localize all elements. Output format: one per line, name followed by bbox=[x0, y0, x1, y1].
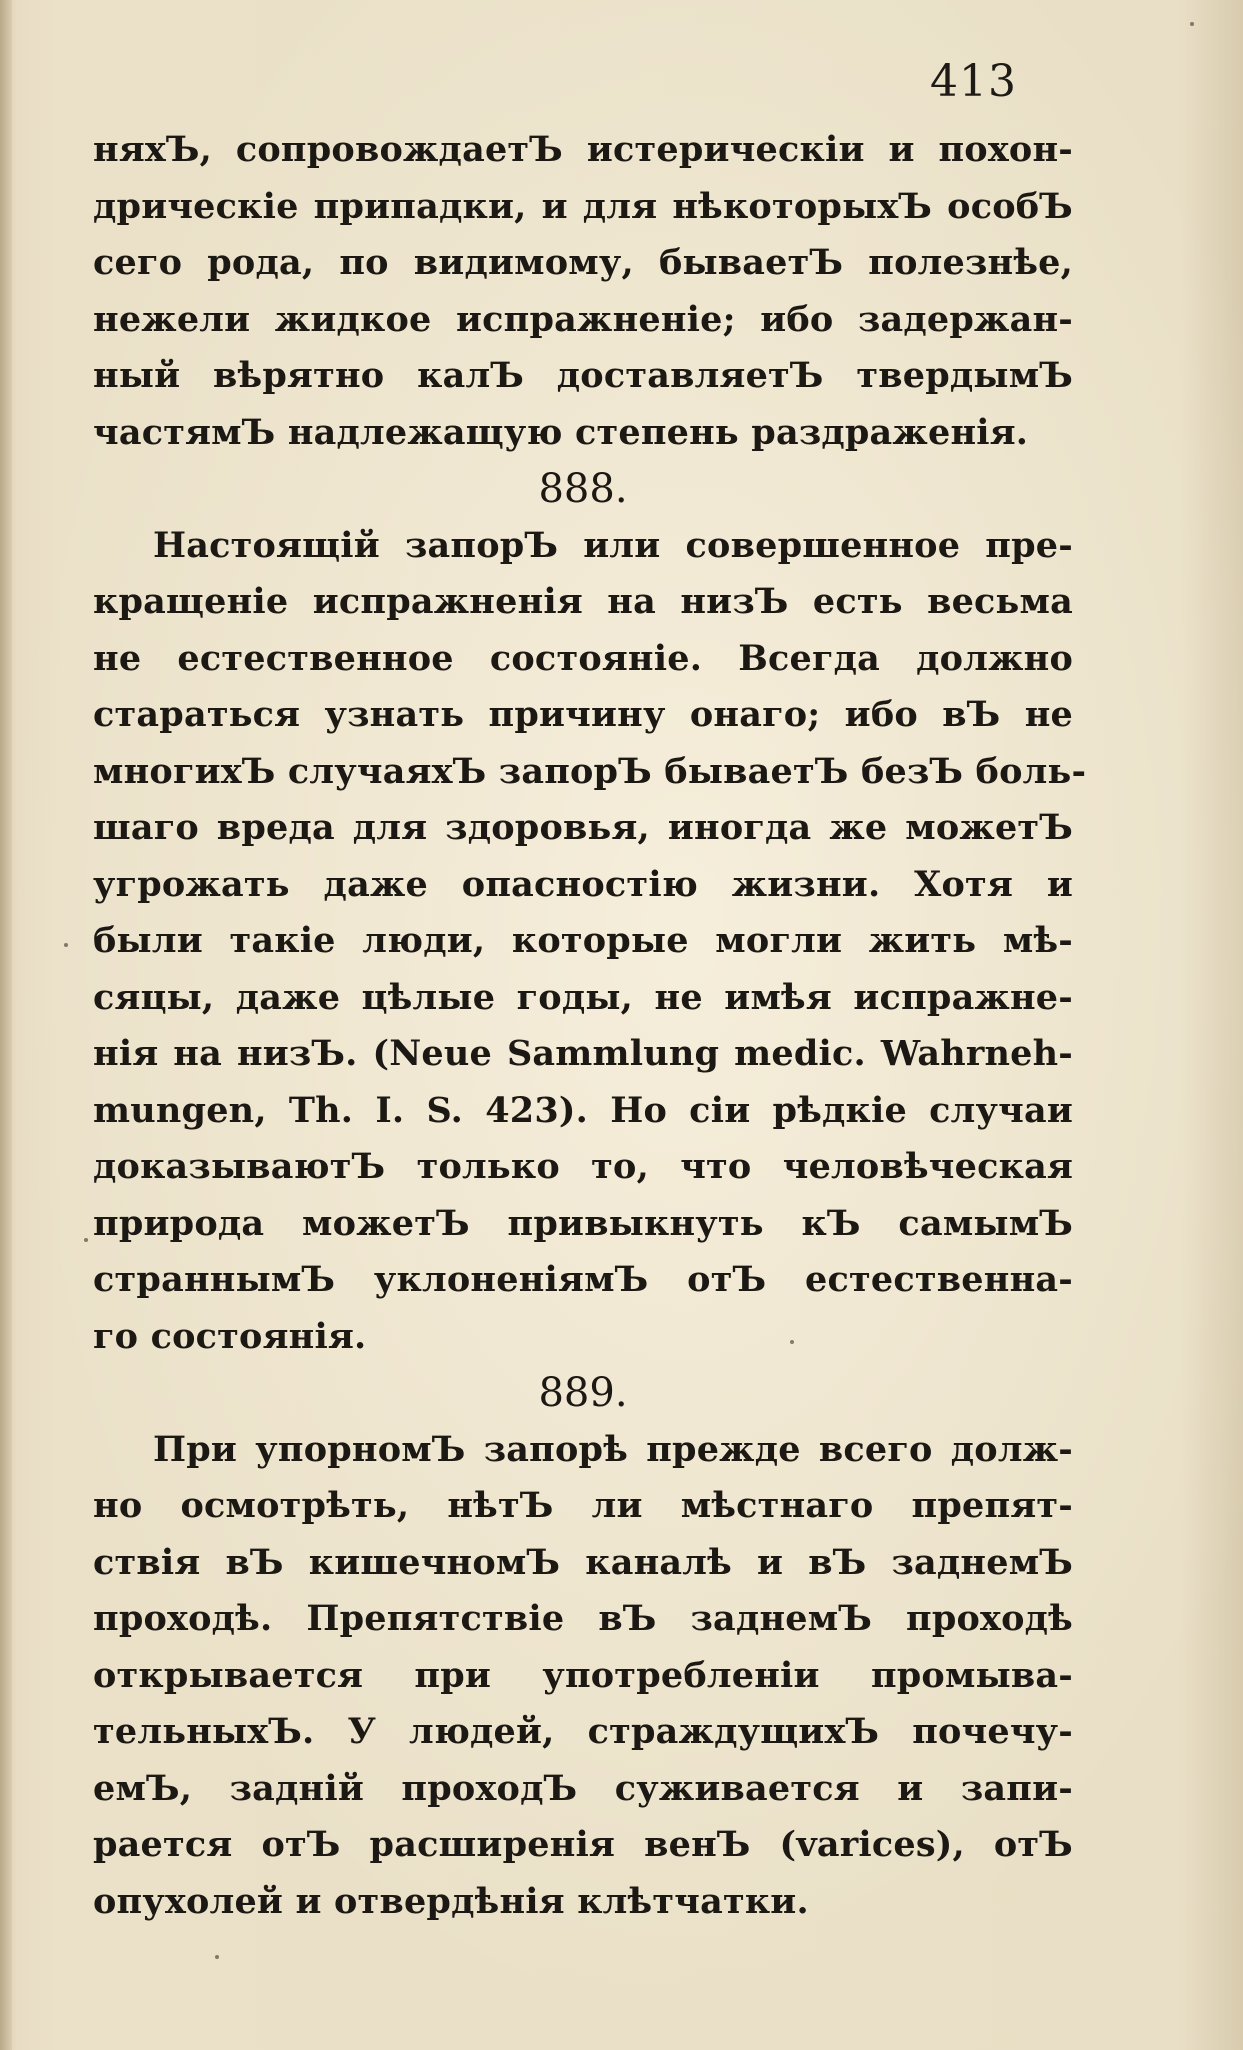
page-text bbox=[93, 122, 1087, 1930]
text-line: сяцы, даже цѣлые годы, не имѣя испражне- bbox=[93, 976, 1073, 1018]
text-line: При упорномЪ запорѣ прежде всего долж- bbox=[153, 1428, 1073, 1470]
paragraph-889 bbox=[93, 1422, 1073, 1931]
text-line: нежели жидкое испражненіе; ибо задержан- bbox=[93, 298, 1073, 340]
text-line: сего рода, по видимому, бываетЪ полезнѣе, bbox=[93, 242, 1073, 283]
paper-speck bbox=[84, 1238, 88, 1242]
text-line: многихЪ случаяхЪ запорЪ бываетЪ безЪ боль- bbox=[93, 750, 1087, 792]
text-line: частямЪ надлежащую степень раздраженія. bbox=[93, 411, 1029, 453]
paragraph-888 bbox=[93, 518, 1087, 1366]
text-line: нія на низЪ. (Neue Sammlung medic. Wahrneh- bbox=[93, 1033, 1073, 1074]
text-line: доказываютЪ только то, что человѣческая bbox=[93, 1146, 1073, 1187]
section-number-888: 888. bbox=[538, 466, 628, 512]
text-line: открывается при употребленіи промыва- bbox=[93, 1654, 1073, 1696]
text-line: mungen, Th. I. S. 423). Но сіи рѣдкіе случаи bbox=[93, 1089, 1073, 1131]
text-line: Настоящій запорЪ или совершенное пре- bbox=[153, 524, 1073, 566]
paper-speck bbox=[215, 1955, 219, 1959]
paper-speck bbox=[790, 1340, 794, 1344]
text-line: были такіе люди, которые могли жить мѣ- bbox=[93, 920, 1073, 961]
page-spine-shadow bbox=[0, 0, 12, 2050]
text-line: рается отЪ расширенія венЪ (varices), отЪ bbox=[93, 1824, 1073, 1865]
paper-speck bbox=[1190, 22, 1194, 26]
text-line: няхЪ, сопровождаетЪ истерическіи и похон- bbox=[93, 129, 1073, 170]
paragraph-continuation bbox=[93, 122, 1073, 461]
text-line: стараться узнать причину онаго; ибо вЪ не bbox=[93, 694, 1073, 735]
text-line: го состоянія. bbox=[93, 1315, 367, 1357]
text-line: кращеніе испражненія на низЪ есть весьма bbox=[93, 581, 1073, 622]
text-line: но осмотрѣть, нѣтЪ ли мѣстнаго препят- bbox=[93, 1485, 1073, 1526]
text-line: тельныхЪ. У людей, страждущихЪ почечу- bbox=[93, 1711, 1073, 1752]
text-line: ствія вЪ кишечномЪ каналѣ и вЪ заднемЪ bbox=[93, 1541, 1073, 1583]
text-line: опухолей и отвердѣнія клѣтчатки. bbox=[93, 1880, 809, 1922]
text-line: природа можетЪ привыкнуть кЪ самымЪ bbox=[93, 1202, 1073, 1244]
page-number: 413 bbox=[930, 56, 1017, 107]
text-line: страннымЪ уклоненіямЪ отЪ естественна- bbox=[93, 1259, 1073, 1300]
text-line: не естественное состояніе. Всегда должно bbox=[93, 637, 1073, 679]
text-line: шаго вреда для здоровья, иногда же можетЪ bbox=[93, 807, 1073, 848]
section-number-889: 889. bbox=[538, 1370, 628, 1416]
text-line: ный вѣрятно калЪ доставляетЪ твердымЪ bbox=[93, 355, 1073, 396]
text-line: проходѣ. Препятствіе вЪ заднемЪ проходѣ bbox=[93, 1598, 1073, 1639]
text-line: дрическіе припадки, и для нѣкоторыхЪ особЪ bbox=[93, 185, 1073, 227]
text-line: емЪ, задній проходЪ суживается и запи- bbox=[93, 1767, 1073, 1809]
text-line: угрожать даже опасностію жизни. Хотя и bbox=[93, 863, 1073, 905]
paper-speck bbox=[64, 943, 68, 947]
